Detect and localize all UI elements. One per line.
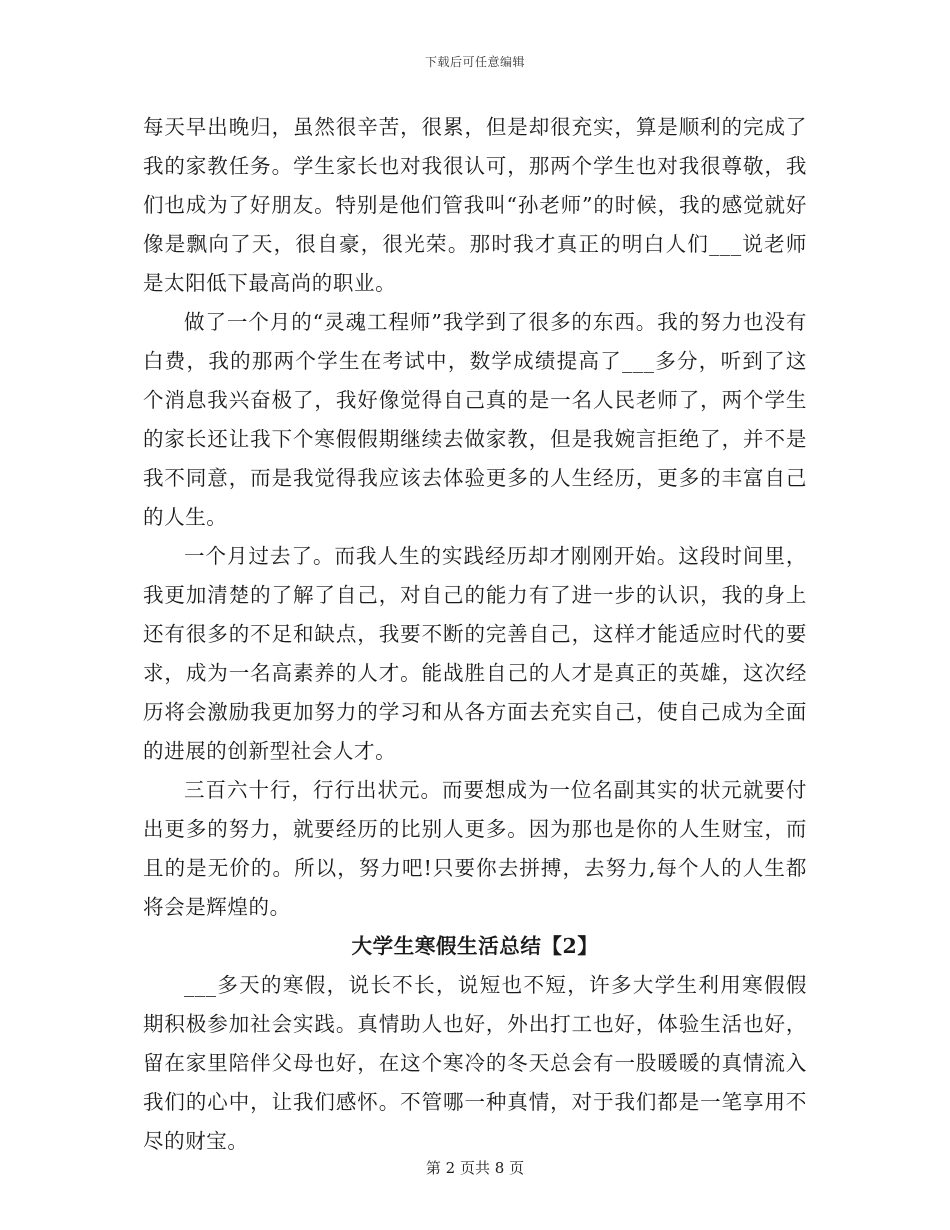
page-header-note: 下载后可任意编辑 xyxy=(424,55,525,69)
document-body xyxy=(143,108,807,1161)
page-number: 第 2 页共 8 页 xyxy=(425,1159,525,1177)
paragraph-winter-vacation: ___多天的寒假，说长不长，说短也不短，许多大学生利用寒假假期积极参加社会实践。真情助人也好，外出打工也好，体验生活也好，留在家里陪伴父母也好，在这个寒冷的冬天总会有一股暖暖的真情流入我们的心中，让我们感怀。不管哪一种真情，对于我们都是一笔享用不尽的财宝。 xyxy=(143,973,807,1153)
paragraph-one-month-passed: 一个月过去了。而我人生的实践经历却才刚刚开始。这段时间里，我更加清楚的了解了自己，对自己的能力有了进一步的认识，我的身上还有很多的不足和缺点，我要不断的完善自己，这样才能适应时代的要求，成为一名高素养的人才。能战胜自己的人才是真正的英雄，这次经历将会激励我更加努力的学习和从各方面去充实自己，使自己成为全面的进展的创新型社会人才。 xyxy=(143,544,807,763)
paragraph-continued: 每天早出晚归，虽然很辛苦，很累，但是却很充实，算是顺利的完成了我的家教任务。学生家长也对我很认可，那两个学生也对我很尊敬，我们也成为了好朋友。特别是他们管我叫“孙老师”的时候，我的感觉就好像是飘向了天，很自豪，很光荣。那时我才真正的明白人们___说老师是太阳低下最高尚的职业。 xyxy=(143,115,807,295)
section-title: 大学生寒假生活总结【2】 xyxy=(351,934,599,958)
paragraph-soul-engineer: 做了一个月的“灵魂工程师”我学到了很多的东西。我的努力也没有白费，我的那两个学生在考试中，数学成绩提高了___多分，听到了这个消息我兴奋极了，我好像觉得自己真的是一名人民老师了，两个学生的家长还让我下个寒假假期继续去做家教，但是我婉言拒绝了，并不是我不同意，而是我觉得我应该去体验更多的人生经历，更多的丰富自己的人生。 xyxy=(143,310,807,529)
paragraph-360-trades: 三百六十行，行行出状元。而要想成为一位名副其实的状元就要付出更多的努力，就要经历的比别人更多。因为那也是你的人生财宝，而且的是无价的。所以，努力吧!只要你去拼搏，去努力,每个人的人生都将会是辉煌的。 xyxy=(143,778,807,919)
